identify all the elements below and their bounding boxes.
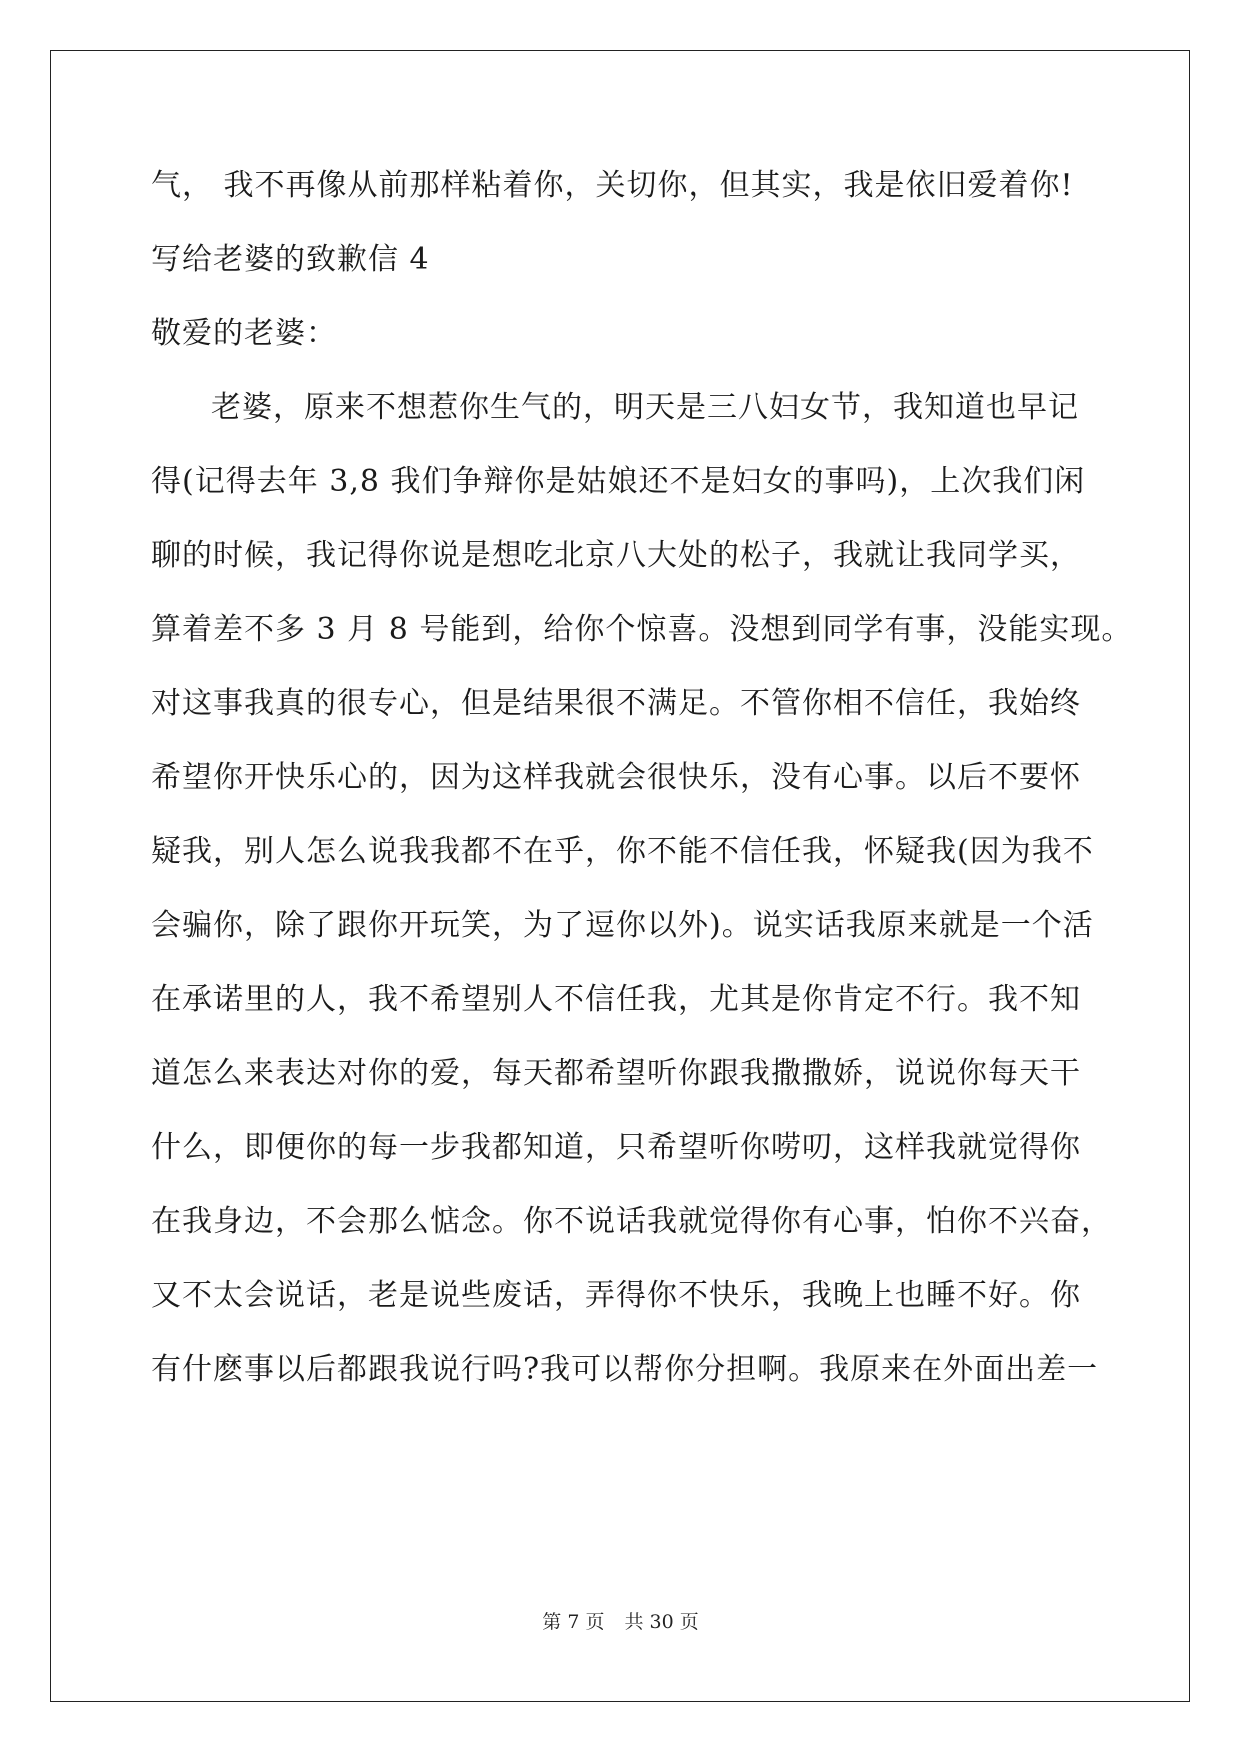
page-footer: [0, 1610, 1241, 1634]
text-line: 在承诺里的人，我不希望别人不信任我，尤其是你肯定不行。我不知: [151, 982, 1081, 1017]
text-line: 在我身边，不会那么惦念。你不说话我就觉得你有心事，怕你不兴奋，: [151, 1204, 1112, 1239]
text-line: 会骗你，除了跟你开玩笑，为了逗你以外)。说实话我原来就是一个活: [151, 908, 1094, 943]
text-line: 对这事我真的很专心，但是结果很不满足。不管你相不信任，我始终: [151, 686, 1081, 721]
page-number: 第 7 页: [542, 1611, 605, 1633]
text-line: 疑我，别人怎么说我我都不在乎，你不能不信任我，怀疑我(因为我不: [151, 834, 1094, 869]
text-line: 道怎么来表达对你的爱，每天都希望听你跟我撒撒娇，说说你每天干: [151, 1056, 1081, 1091]
page-border: [50, 50, 1190, 1702]
text-line: 希望你开快乐心的，因为这样我就会很快乐，没有心事。以后不要怀: [151, 760, 1081, 795]
text-line: 气， 我不再像从前那样粘着你，关切你，但其实，我是依旧爱着你!: [151, 168, 1074, 203]
paragraph-first-line: 老婆，原来不想惹你生气的，明天是三八妇女节，我知道也早记: [211, 390, 1079, 425]
section-heading: 写给老婆的致歉信 4: [151, 242, 430, 277]
text-line: 又不太会说话，老是说些废话，弄得你不快乐，我晚上也睡不好。你: [151, 1278, 1081, 1313]
salutation: 敬爱的老婆：: [151, 316, 337, 351]
text-line: 算着差不多 3 月 8 号能到，给你个惊喜。没想到同学有事，没能实现。: [151, 612, 1133, 647]
page-total: 共 30 页: [624, 1611, 699, 1633]
text-line: 聊的时候，我记得你说是想吃北京八大处的松子，我就让我同学买，: [151, 538, 1081, 573]
text-line: 有什麽事以后都跟我说行吗?我可以帮你分担啊。我原来在外面出差一: [151, 1352, 1099, 1387]
text-line: 什么，即便你的每一步我都知道，只希望听你唠叨，这样我就觉得你: [151, 1130, 1081, 1165]
text-line: 得(记得去年 3,8 我们争辩你是姑娘还不是妇女的事吗)，上次我们闲: [151, 464, 1086, 499]
